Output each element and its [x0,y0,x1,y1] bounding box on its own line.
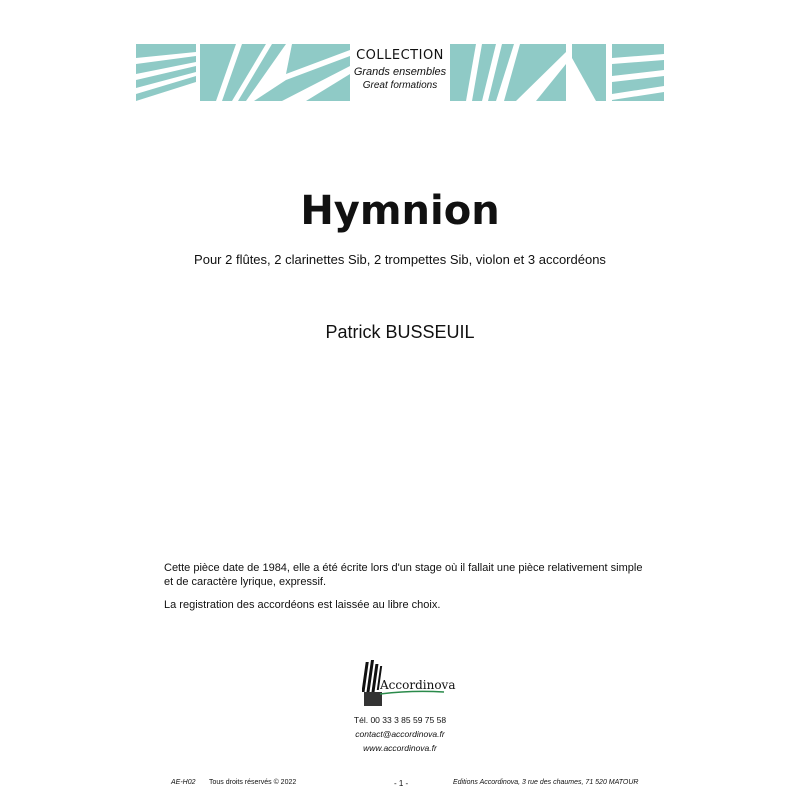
score-title: Hymnion [300,188,500,234]
composer-name: Patrick BUSSEUIL [325,322,475,342]
collection-label [350,44,450,101]
notes-paragraph-1: Cette pièce date de 1984, elle a été écrite lors d'un stage où il fallait une pièce relativement simple et de caractère lyrique, expressif. [164,562,643,588]
footer-address: Editions Accordinova, 3 rue des chaumes, 71 520 MATOUR [453,779,639,786]
footer-rights: Tous droits réservés © 2022 [209,779,297,786]
instrumentation: Pour 2 flûtes, 2 clarinettes Sib, 2 trompettes Sib, violon et 3 accordéons [194,252,606,267]
notes-paragraph-2: La registration des accordéons est laissée au libre choix. [164,599,441,611]
collection-subtitle-fr: Grands ensembles [353,66,447,78]
publisher-contact [0,713,800,755]
program-notes [164,561,644,621]
email-link[interactable]: contact@accordinova.fr [355,729,445,739]
publisher-logo [362,660,456,708]
logo-text: Accordinova [380,678,456,692]
collection-banner [136,44,664,101]
collection-subtitle-en: Great formations [362,80,438,91]
website-link[interactable]: www.accordinova.fr [363,743,437,753]
phone-number: Tél. 00 33 3 85 59 75 58 [353,715,447,725]
page-number: - 1 - [394,779,409,788]
collection-title: COLLECTION [356,48,444,63]
footer-code: AE-H02 [171,779,196,786]
logo-underline [362,660,452,708]
